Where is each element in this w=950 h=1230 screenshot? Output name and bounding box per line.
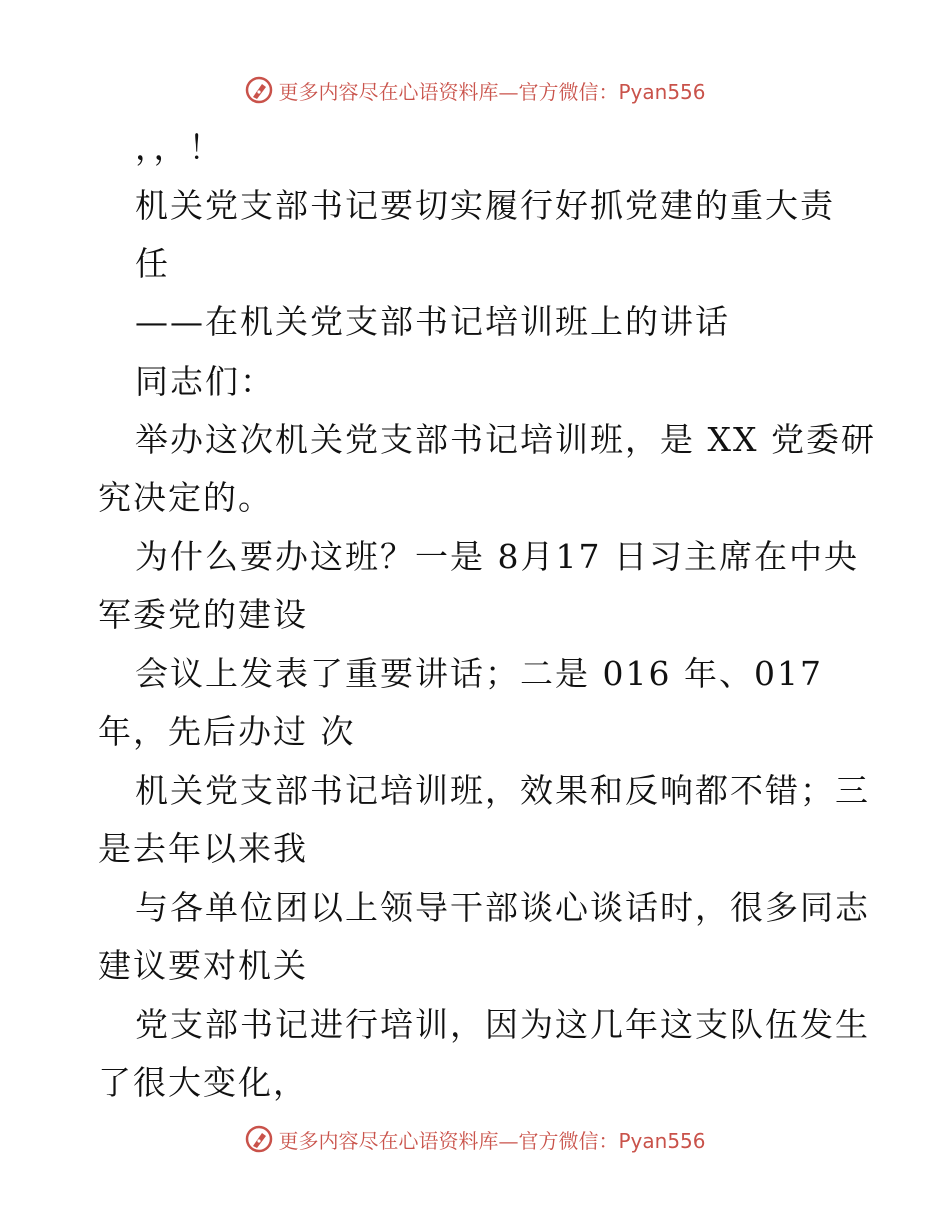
- paragraph-line: 究决定的。: [98, 478, 273, 517]
- document-title-cont: 任: [135, 244, 170, 283]
- salutation: 同志们：: [135, 362, 275, 401]
- pen-nib-circle-icon: [244, 1124, 274, 1154]
- watermark-wechat-id: Pyan556: [618, 79, 706, 104]
- paragraph-line: 年，先后办过 次: [98, 712, 356, 751]
- paragraph-line: 是去年以来我: [98, 829, 308, 868]
- watermark-text: 更多内容尽在心语资料库—官方微信：Pyan556: [278, 1128, 706, 1153]
- paragraph-line: 举办这次机关党支部书记培训班，是 XX 党委研: [135, 420, 876, 459]
- document-title: 机关党支部书记要切实履行好抓党建的重大责: [135, 186, 835, 225]
- pen-nib-circle-icon: [244, 75, 274, 105]
- paragraph-line: 了很大变化，: [98, 1063, 308, 1102]
- paragraph-line: 党支部书记进行培训，因为这几年这支队伍发生: [135, 1005, 870, 1044]
- header-watermark: [0, 70, 950, 110]
- paragraph-line: 与各单位团以上领导干部谈心谈话时，很多同志: [135, 888, 870, 927]
- paragraph-line: 会议上发表了重要讲话；二是 016 年、017: [135, 654, 823, 693]
- text-line: ，，！: [135, 128, 224, 167]
- footer-watermark: [0, 1119, 950, 1159]
- watermark-wechat-id: Pyan556: [618, 1128, 706, 1153]
- paragraph-line: 建议要对机关: [98, 946, 308, 985]
- paragraph-line: 机关党支部书记培训班，效果和反响都不错；三: [135, 771, 870, 810]
- paragraph-line: 为什么要办这班？一是 8月17 日习主席在中央: [135, 537, 859, 576]
- paragraph-line: 军委党的建设: [98, 595, 308, 634]
- watermark-text: 更多内容尽在心语资料库—官方微信：Pyan556: [278, 79, 706, 104]
- document-subtitle: ——在机关党支部书记培训班上的讲话: [135, 302, 730, 341]
